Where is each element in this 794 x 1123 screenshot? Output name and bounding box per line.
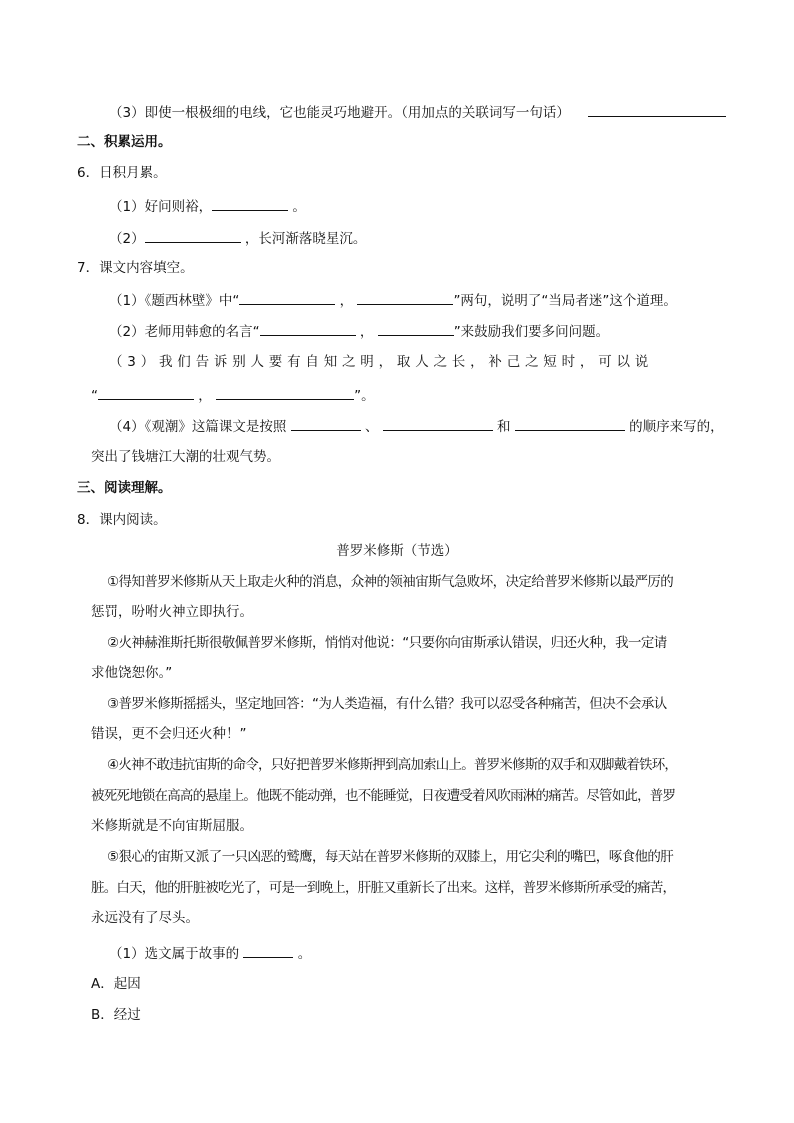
passage-para-5-cont: 永远没有了尽头。 bbox=[91, 910, 199, 926]
question-text: ”两句，说明了“当局者迷”这个道理。 bbox=[453, 293, 677, 309]
question-text: “ bbox=[91, 388, 98, 404]
question-text: 。 bbox=[297, 946, 312, 962]
question-text: 、 bbox=[364, 419, 379, 435]
answer-blank[interactable] bbox=[588, 102, 726, 117]
question-text: （3）即使一根极细的电线，它也能灵巧地避开。（用加点的关联词写一句话） bbox=[109, 105, 570, 121]
question-7-4-cont: 突出了钱塘江大潮的壮观气势。 bbox=[91, 449, 280, 465]
passage-para-3-cont: 错误，更不会归还火种！” bbox=[91, 726, 247, 742]
question-text: ， bbox=[359, 324, 374, 340]
answer-blank[interactable] bbox=[378, 321, 454, 336]
answer-blank[interactable] bbox=[515, 416, 625, 431]
question-7-3: （3）我们告诉别人要有自知之明，取人之长，补己之短时，可以说 bbox=[109, 354, 654, 370]
answer-blank[interactable] bbox=[291, 416, 361, 431]
passage-para-4: ④火神不敢违抗宙斯的命令，只好把普罗米修斯押到高加索山上。普罗米修斯的双手和双脚戴着铁环， bbox=[107, 757, 678, 773]
question-6-1 bbox=[109, 196, 306, 216]
section-heading-2: 二、积累运用。 bbox=[77, 134, 172, 150]
answer-blank[interactable] bbox=[212, 196, 288, 211]
question-text: （2） bbox=[109, 231, 145, 247]
question-text: （4）《观潮》这篇课文是按照 bbox=[109, 419, 287, 435]
answer-blank[interactable] bbox=[357, 290, 453, 305]
passage-para-5: ⑤狠心的宙斯又派了一只凶恶的鹫鹰，每天站在普罗米修斯的双膝上，用它尖利的嘴巴，啄食他的肝 bbox=[107, 849, 674, 865]
question-text: 和 bbox=[497, 419, 511, 435]
answer-blank[interactable] bbox=[383, 416, 493, 431]
question-7-4 bbox=[109, 416, 724, 436]
passage-para-4-cont: 被死死地锁在高高的悬崖上。他既不能动弹，也不能睡觉，日夜遭受着风吹雨淋的痛苦。尽管如此，普罗 bbox=[91, 788, 676, 804]
answer-blank[interactable] bbox=[216, 385, 354, 400]
question-text: 。 bbox=[292, 199, 306, 215]
question-7-1 bbox=[109, 290, 677, 310]
question-6-title: 6．日积月累。 bbox=[77, 165, 167, 181]
option-a[interactable]: A．起因 bbox=[91, 976, 141, 992]
question-text: （1）好问则裕， bbox=[109, 199, 213, 215]
question-7-title: 7．课文内容填空。 bbox=[77, 260, 194, 276]
question-text: ”。 bbox=[354, 388, 375, 404]
option-b[interactable]: B．经过 bbox=[91, 1007, 141, 1023]
answer-blank[interactable] bbox=[260, 321, 356, 336]
answer-blank[interactable] bbox=[98, 385, 194, 400]
question-text: 的顺序来写的， bbox=[629, 419, 724, 435]
question-text: ，长河渐落晓星沉。 bbox=[244, 231, 367, 247]
passage-title: 普罗米修斯（节选） bbox=[336, 543, 458, 559]
question-text: ， bbox=[339, 293, 354, 309]
question-6-2 bbox=[109, 228, 366, 248]
question-5-3 bbox=[109, 102, 726, 122]
passage-para-1-cont: 惩罚，吩咐火神立即执行。 bbox=[91, 604, 253, 620]
question-8-1 bbox=[109, 943, 311, 963]
answer-blank[interactable] bbox=[243, 943, 293, 958]
question-text: （1）选文属于故事的 bbox=[109, 946, 240, 962]
passage-para-2-cont: 求他饶恕你。” bbox=[91, 665, 173, 681]
question-7-3-blanks bbox=[91, 385, 375, 405]
answer-blank[interactable] bbox=[145, 228, 241, 243]
question-text: ”来鼓励我们要多问问题。 bbox=[453, 324, 610, 340]
answer-blank[interactable] bbox=[239, 290, 335, 305]
passage-para-5-cont: 脏。白天，他的肝脏被吃光了，可是一到晚上，肝脏又重新长了出来。这样，普罗米修斯所承受的痛苦， bbox=[91, 880, 676, 896]
question-text: （2）老师用韩愈的名言“ bbox=[109, 324, 260, 340]
passage-para-1: ①得知普罗米修斯从天上取走火种的消息，众神的领袖宙斯气急败坏，决定给普罗米修斯以最严厉的 bbox=[107, 574, 674, 590]
question-text: （1）《题西林壁》中“ bbox=[109, 293, 240, 309]
question-8-title: 8．课内阅读。 bbox=[77, 512, 167, 528]
question-7-2 bbox=[109, 321, 609, 341]
passage-para-3: ③普罗米修斯摇摇头，坚定地回答：“为人类造福，有什么错？我可以忍受各种痛苦，但决不会承认 bbox=[107, 696, 667, 712]
passage-para-4-cont: 米修斯就是不向宙斯屈服。 bbox=[91, 818, 253, 834]
passage-para-2: ②火神赫淮斯托斯很敬佩普罗米修斯，悄悄对他说：“只要你向宙斯承认错误，归还火种，我一定请 bbox=[107, 635, 667, 651]
question-text: ， bbox=[198, 388, 212, 404]
section-heading-3: 三、阅读理解。 bbox=[77, 480, 172, 496]
